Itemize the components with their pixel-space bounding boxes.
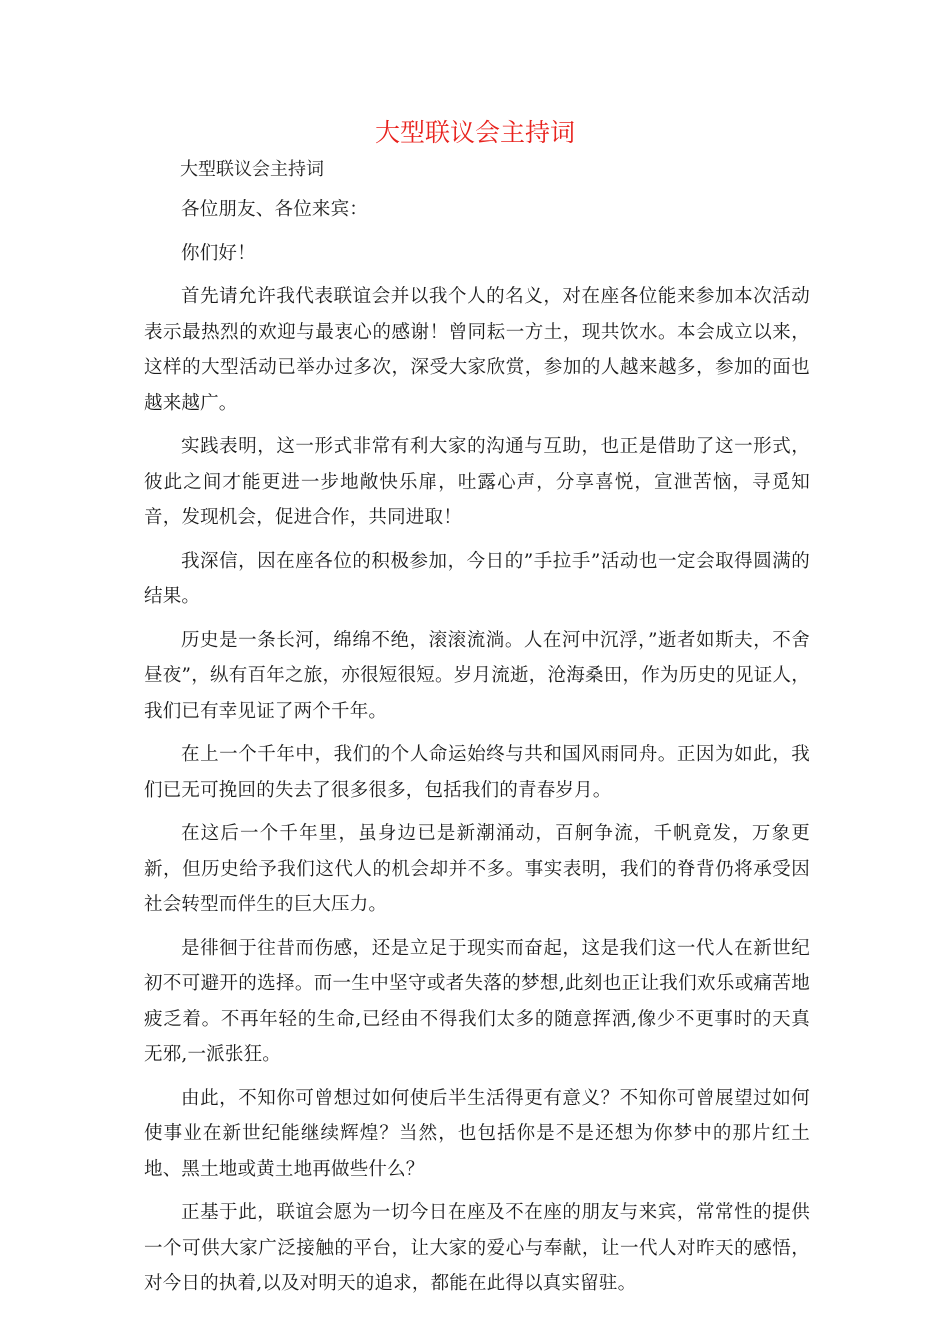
paragraph-platform: 正基于此，联谊会愿为一切今日在座及不在座的朋友与来宾，常常性的提供一个可供大家广泛接触的平台，让大家的爱心与奉献，让一代人对昨天的感悟，对今日的执着,以及对明天的追求，都能在此得以真实留驻。 — [144, 1202, 810, 1294]
paragraph-last-millennium: 在上一个千年中，我们的个人命运始终与共和国风雨同舟。正因为如此，我们已无可挽回的失去了很多很多，包括我们的青春岁月。 — [144, 744, 810, 801]
paragraph-hello: 你们好！ — [181, 242, 256, 264]
paragraph-greeting: 各位朋友、各位来宾： — [181, 199, 369, 220]
paragraph-welcome: 首先请允许我代表联谊会并以我个人的名义，对在座各位能来参加本次活动表示最热烈的欢迎与最衷心的感谢！曾同耘一方土，现共饮水。本会成立以来，这样的大型活动已举办过多次，深受大家欣赏，参加的人越来越多，参加的面也越来越广。 — [144, 286, 810, 414]
paragraph-practice: 实践表明，这一形式非常有利大家的沟通与互助，也正是借助了这一形式，彼此之间才能更进一步地敞快乐扉，吐露心声，分享喜悦，宣泄苦恼，寻觅知音，发现机会，促进合作，共同进取！ — [144, 436, 810, 528]
paragraph-question: 由此，不知你可曾想过如何使后半生活得更有意义？不知你可曾展望过如何使事业在新世纪能继续辉煌？当然，也包括你是不是还想为你梦中的那片红土地、黑土地或黄土地再做些什么？ — [144, 1087, 810, 1180]
paragraph-belief: 我深信，因在座各位的积极参加，今日的”手拉手”活动也一定会取得圆满的结果。 — [144, 550, 810, 607]
document-title: 大型联议会主持词 — [374, 118, 575, 147]
paragraph-choice: 是徘徊于往昔而伤感，还是立足于现实而奋起，这是我们这一代人在新世纪初不可避开的选择。而一生中坚守或者失落的梦想,此刻也正让我们欢乐或痛苦地疲乏着。不再年轻的生命,已经由不得我们太多的随意挥洒,像少不更事时的天真无邪,一派张狂。 — [144, 937, 810, 1065]
document-body — [144, 192, 810, 1310]
document-subtitle: 大型联议会主持词 — [180, 159, 324, 180]
paragraph-history: 历史是一条长河，绵绵不绝，滚滚流淌。人在河中沉浮，”逝者如斯夫，不舍昼夜”，纵有百年之旅，亦很短很短。岁月流逝，沧海桑田，作为历史的见证人，我们已有幸见证了两个千年。 — [144, 629, 810, 722]
paragraph-next-millennium: 在这后一个千年里，虽身边已是新潮涌动，百舸争流，千帆竟发，万象更新，但历史给予我们这代人的机会却并不多。事实表明，我们的脊背仍将承受因社会转型而伴生的巨大压力。 — [144, 823, 810, 915]
